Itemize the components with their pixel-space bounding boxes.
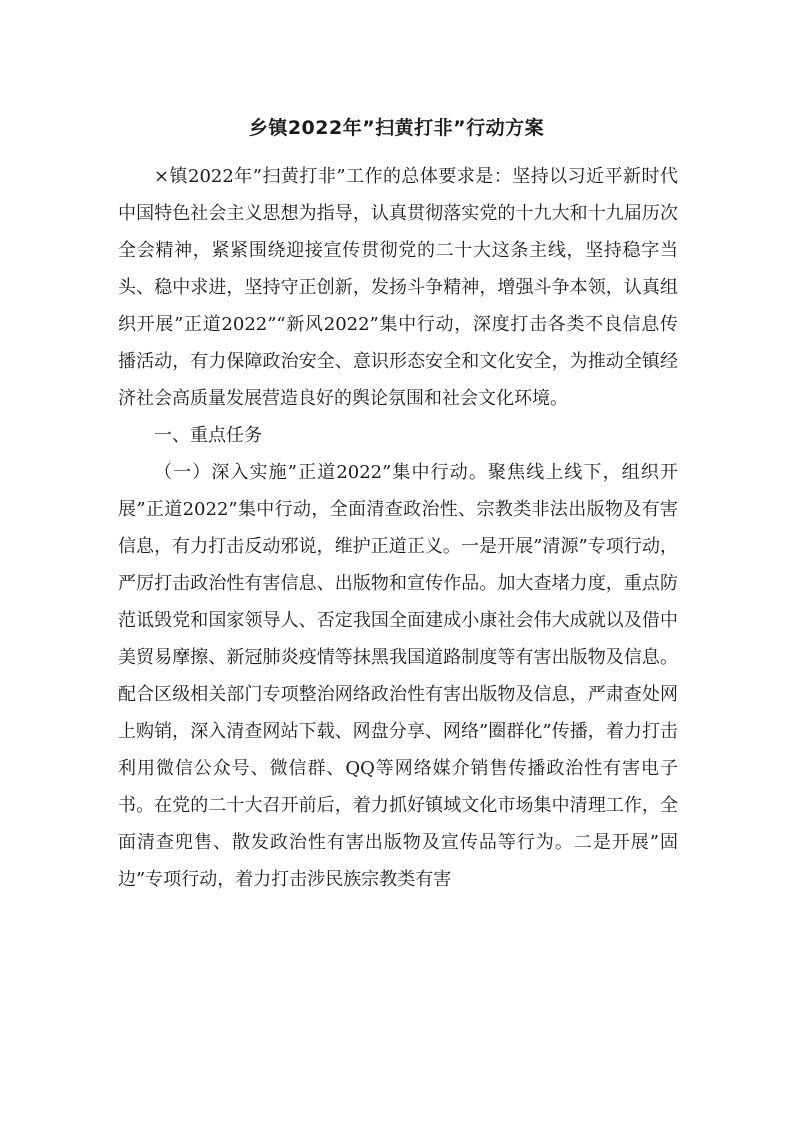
document-title: 乡镇2022年”扫黄打非”行动方案 (248, 117, 545, 139)
document-body (118, 158, 678, 898)
intro-paragraph: ×镇2022年”扫黄打非”工作的总体要求是：坚持以习近平新时代中国特色社会主义思想为指导，认真贯彻落实党的十九大和十九届历次全会精神，紧紧围绕迎接宣传贯彻党的二十大这条主线，坚持稳字当头、稳中求进，坚持守正创新，发扬斗争精神，增强斗争本领，认真组织开展”正道2022”“新风2022”集中行动，深度打击各类不良信息传播活动，有力保障政治安全、意识形态安全和文化安全，为推动全镇经济社会高质量发展营造良好的舆论氛围和社会文化环境。 (118, 166, 678, 409)
task-paragraph: （一）深入实施”正道2022”集中行动。聚焦线上线下，组织开展”正道2022”集中行动，全面清查政治性、宗教类非法出版物及有害信息，有力打击反动邪说，维护正道正义。一是开展”清源”专项行动，严厉打击政治性有害信息、出版物和宣传作品。加大查堵力度，重点防范诋毁党和国家领导人、否定我国全面建成小康社会伟大成就以及借中美贸易摩擦、新冠肺炎疫情等抹黑我国道路制度等有害出版物及信息。配合区级相关部门专项整治网络政治性有害出版物及信息，严肃查处网上购销，深入清查网站下载、网盘分享、网络”圈群化”传播，着力打击利用微信公众号、微信群、QQ等网络媒介销售传播政治性有害电子书。在党的二十大召开前后，着力抓好镇域文化市场集中清理工作，全面清查兜售、散发政治性有害出版物及宣传品等行为。二是开展”固边”专项行动，着力打击涉民族宗教类有害 (118, 462, 678, 890)
section-heading: 一、重点任务 (154, 425, 262, 446)
